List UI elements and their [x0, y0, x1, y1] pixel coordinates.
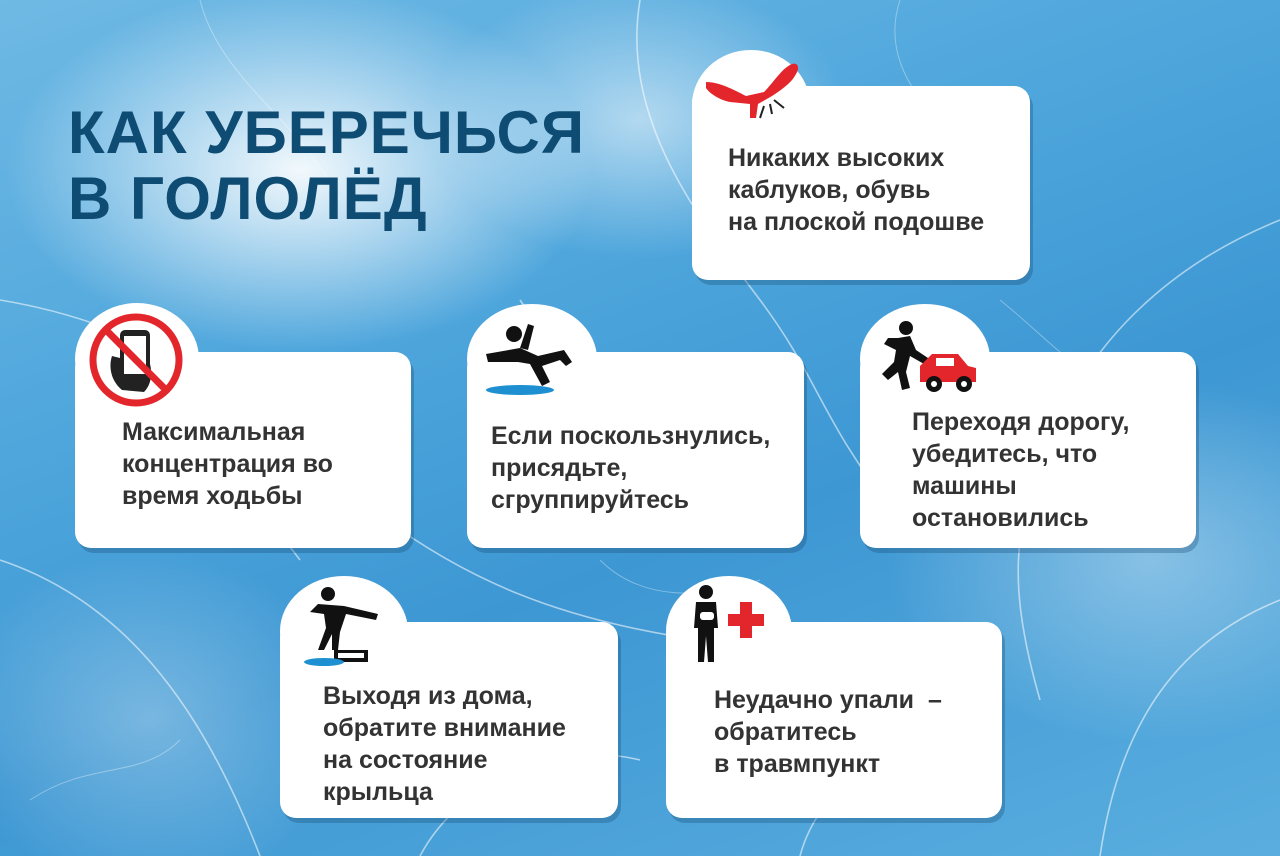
tip-phone-line2: концентрация во	[122, 450, 333, 478]
tip-heels-text	[728, 142, 984, 238]
high-heel-shoe-icon	[700, 52, 804, 126]
page-title-line1: КАК УБЕРЕЧЬСЯ	[68, 99, 585, 166]
tip-heels-line2: каблуков, обувь	[728, 176, 931, 204]
tip-road-text	[912, 406, 1129, 534]
tip-heels-line1: Никаких высоких	[728, 144, 945, 172]
tip-phone-text	[122, 416, 333, 512]
no-phone-icon	[86, 312, 186, 408]
tip-slip-line2: присядьте,	[491, 454, 628, 482]
tip-phone-line1: Максимальная	[122, 418, 306, 446]
tip-road-line3: машины	[912, 472, 1017, 500]
tip-road-line2: убедитесь, что	[912, 440, 1098, 468]
page-title	[68, 100, 585, 232]
tip-road-line1: Переходя дорогу,	[912, 408, 1130, 436]
page-title-line2: В ГОЛОЛЁД	[68, 165, 428, 232]
tip-porch-line2: обратите внимание	[323, 714, 566, 742]
slipping-person-icon	[480, 316, 584, 398]
tip-slip-line3: сгруппируйтесь	[491, 486, 690, 514]
tip-porch-line4: крыльца	[323, 778, 433, 806]
car-hitting-person-icon	[876, 316, 982, 400]
tip-slip-line1: Если поскользнулись,	[491, 422, 771, 450]
tip-porch-line1: Выходя из дома,	[323, 682, 533, 710]
tip-injury-text	[714, 684, 942, 780]
tip-porch-line3: на состояние	[323, 746, 488, 774]
tip-injury-line1: Неудачно упали –	[714, 686, 942, 714]
tip-porch-text	[323, 680, 566, 808]
tip-phone-line3: время ходьбы	[122, 482, 303, 510]
tip-injury-line2: обратитесь	[714, 718, 857, 746]
injured-person-medical-cross-icon	[684, 582, 780, 666]
tip-injury-line3: в травмпункт	[714, 750, 881, 778]
tip-road-line4: остановились	[912, 504, 1089, 532]
tip-heels-line3: на плоской подошве	[728, 208, 985, 236]
tip-slip-text	[491, 420, 770, 516]
slipping-on-step-icon	[298, 584, 394, 670]
